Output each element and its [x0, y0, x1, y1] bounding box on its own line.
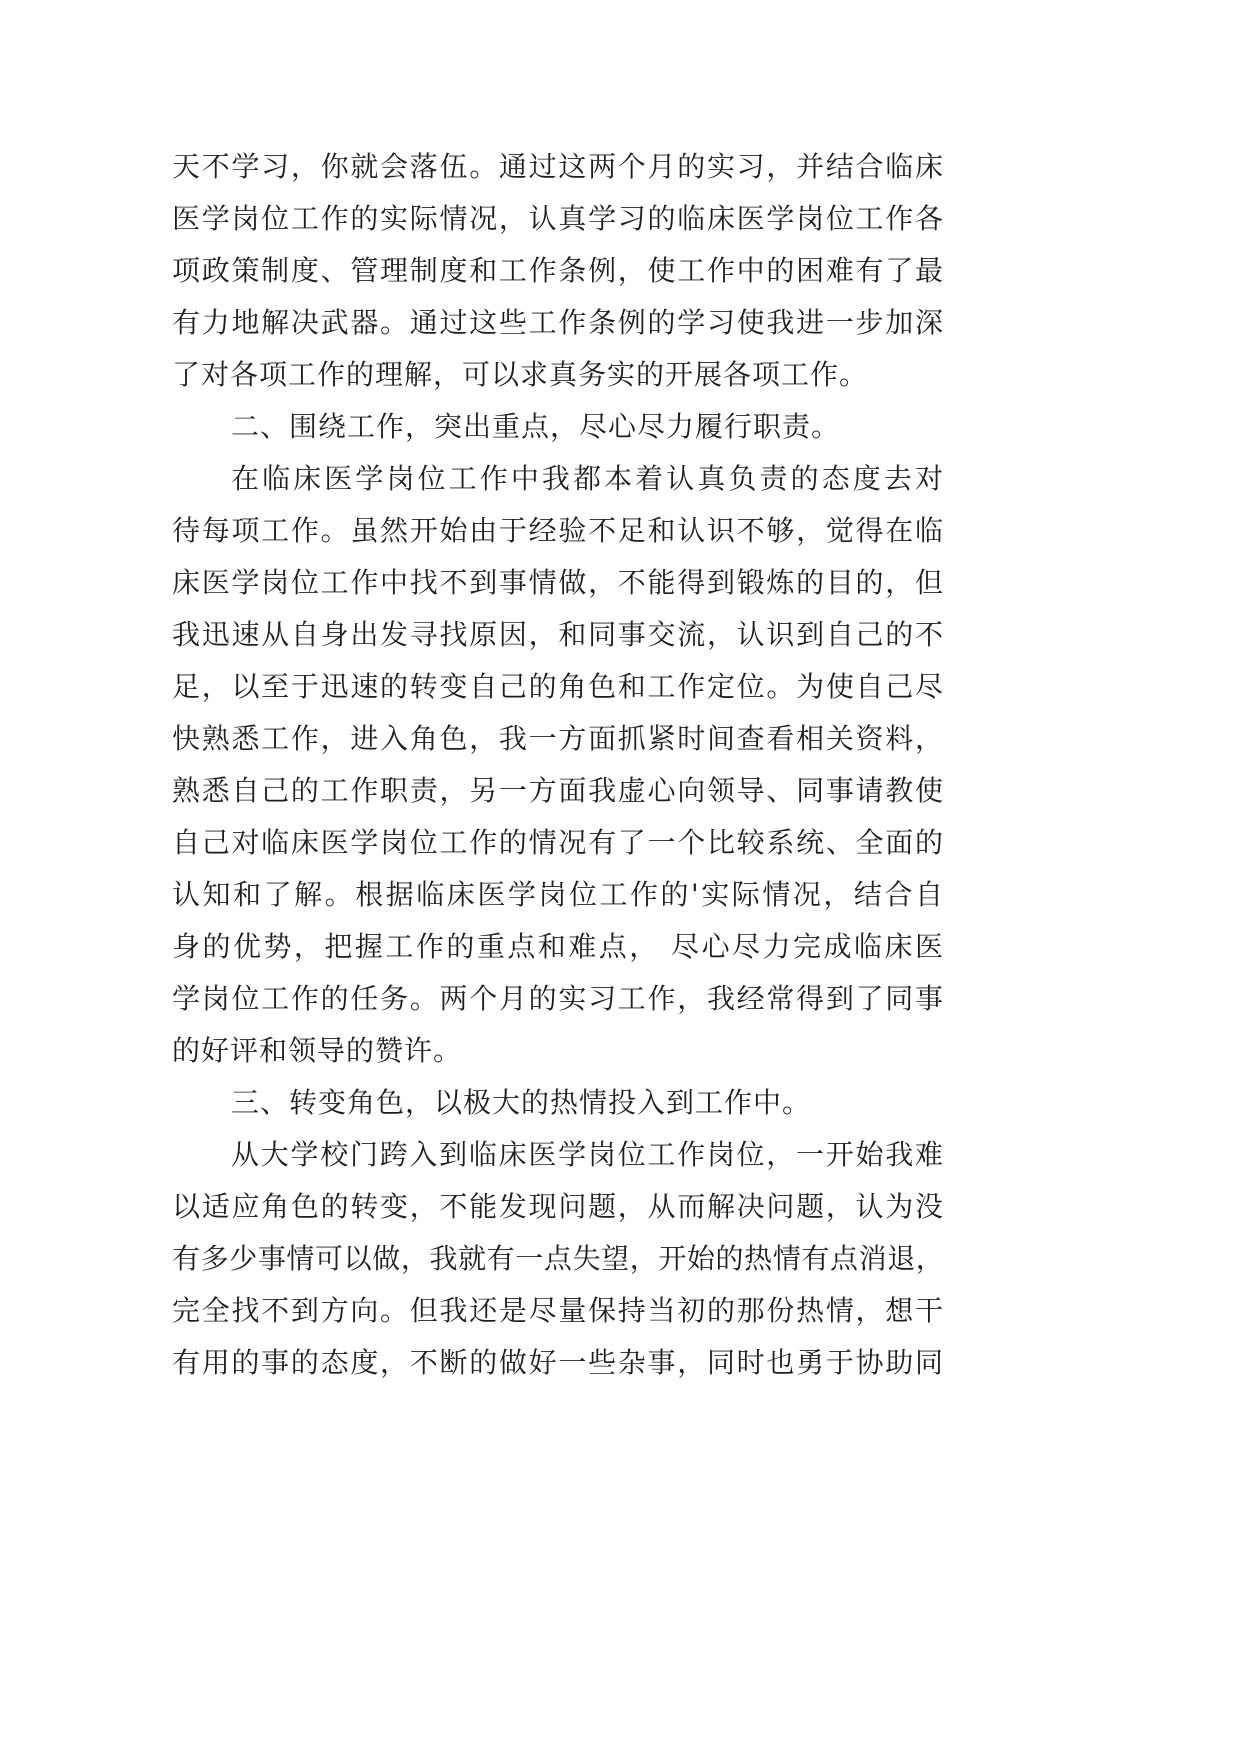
text-line: 床医学岗位工作中找不到事情做，不能得到锻炼的目的，但	[172, 566, 944, 599]
text-line: 我迅速从自身出发寻找原因，和同事交流，认识到自己的不	[172, 618, 944, 651]
text-line: 快熟悉工作，进入角色，我一方面抓紧时间查看相关资料，	[172, 722, 944, 755]
text-line: 身的优势，把握工作的重点和难点， 尽心尽力完成临床医	[172, 930, 944, 963]
text-line: 医学岗位工作的实际情况，认真学习的临床医学岗位工作各	[172, 202, 944, 235]
section-heading	[172, 1077, 944, 1129]
document-body	[172, 141, 944, 1389]
section-heading-text: 二、围绕工作，突出重点，尽心尽力履行职责。	[231, 410, 841, 443]
text-line: 在临床医学岗位工作中我都本着认真负责的态度去对	[231, 462, 944, 495]
text-line: 的好评和领导的赞许。	[172, 1034, 463, 1067]
body-paragraph	[172, 453, 944, 1077]
text-line: 以适应角色的转变，不能发现问题，从而解决问题，认为没	[172, 1190, 944, 1223]
text-line: 项政策制度、管理制度和工作条例，使工作中的困难有了最	[172, 254, 944, 287]
body-paragraph	[172, 141, 944, 401]
section-heading	[172, 401, 944, 453]
text-line: 足，以至于迅速的转变自己的角色和工作定位。为使自己尽	[172, 670, 944, 703]
text-line: 天不学习，你就会落伍。通过这两个月的实习，并结合临床	[172, 150, 944, 183]
text-line: 有用的事的态度，不断的做好一些杂事，同时也勇于协助同	[172, 1346, 944, 1379]
text-line: 学岗位工作的任务。两个月的实习工作，我经常得到了同事	[172, 982, 944, 1015]
text-line: 认知和了解。根据临床医学岗位工作的'实际情况，结合自	[172, 878, 944, 911]
text-line: 完全找不到方向。但我还是尽量保持当初的那份热情，想干	[172, 1294, 944, 1327]
body-paragraph	[172, 1129, 944, 1389]
text-line: 从大学校门跨入到临床医学岗位工作岗位，一开始我难	[231, 1138, 944, 1171]
text-line: 熟悉自己的工作职责，另一方面我虚心向领导、同事请教使	[172, 774, 944, 807]
section-heading-text: 三、转变角色，以极大的热情投入到工作中。	[231, 1086, 812, 1119]
text-line: 有力地解决武器。通过这些工作条例的学习使我进一步加深	[172, 306, 944, 339]
text-line: 自己对临床医学岗位工作的情况有了一个比较系统、全面的	[172, 826, 944, 859]
text-line: 待每项工作。虽然开始由于经验不足和认识不够，觉得在临	[172, 514, 944, 547]
text-line: 了对各项工作的理解，可以求真务实的开展各项工作。	[172, 358, 869, 391]
text-line: 有多少事情可以做，我就有一点失望，开始的热情有点消退，	[172, 1242, 944, 1275]
